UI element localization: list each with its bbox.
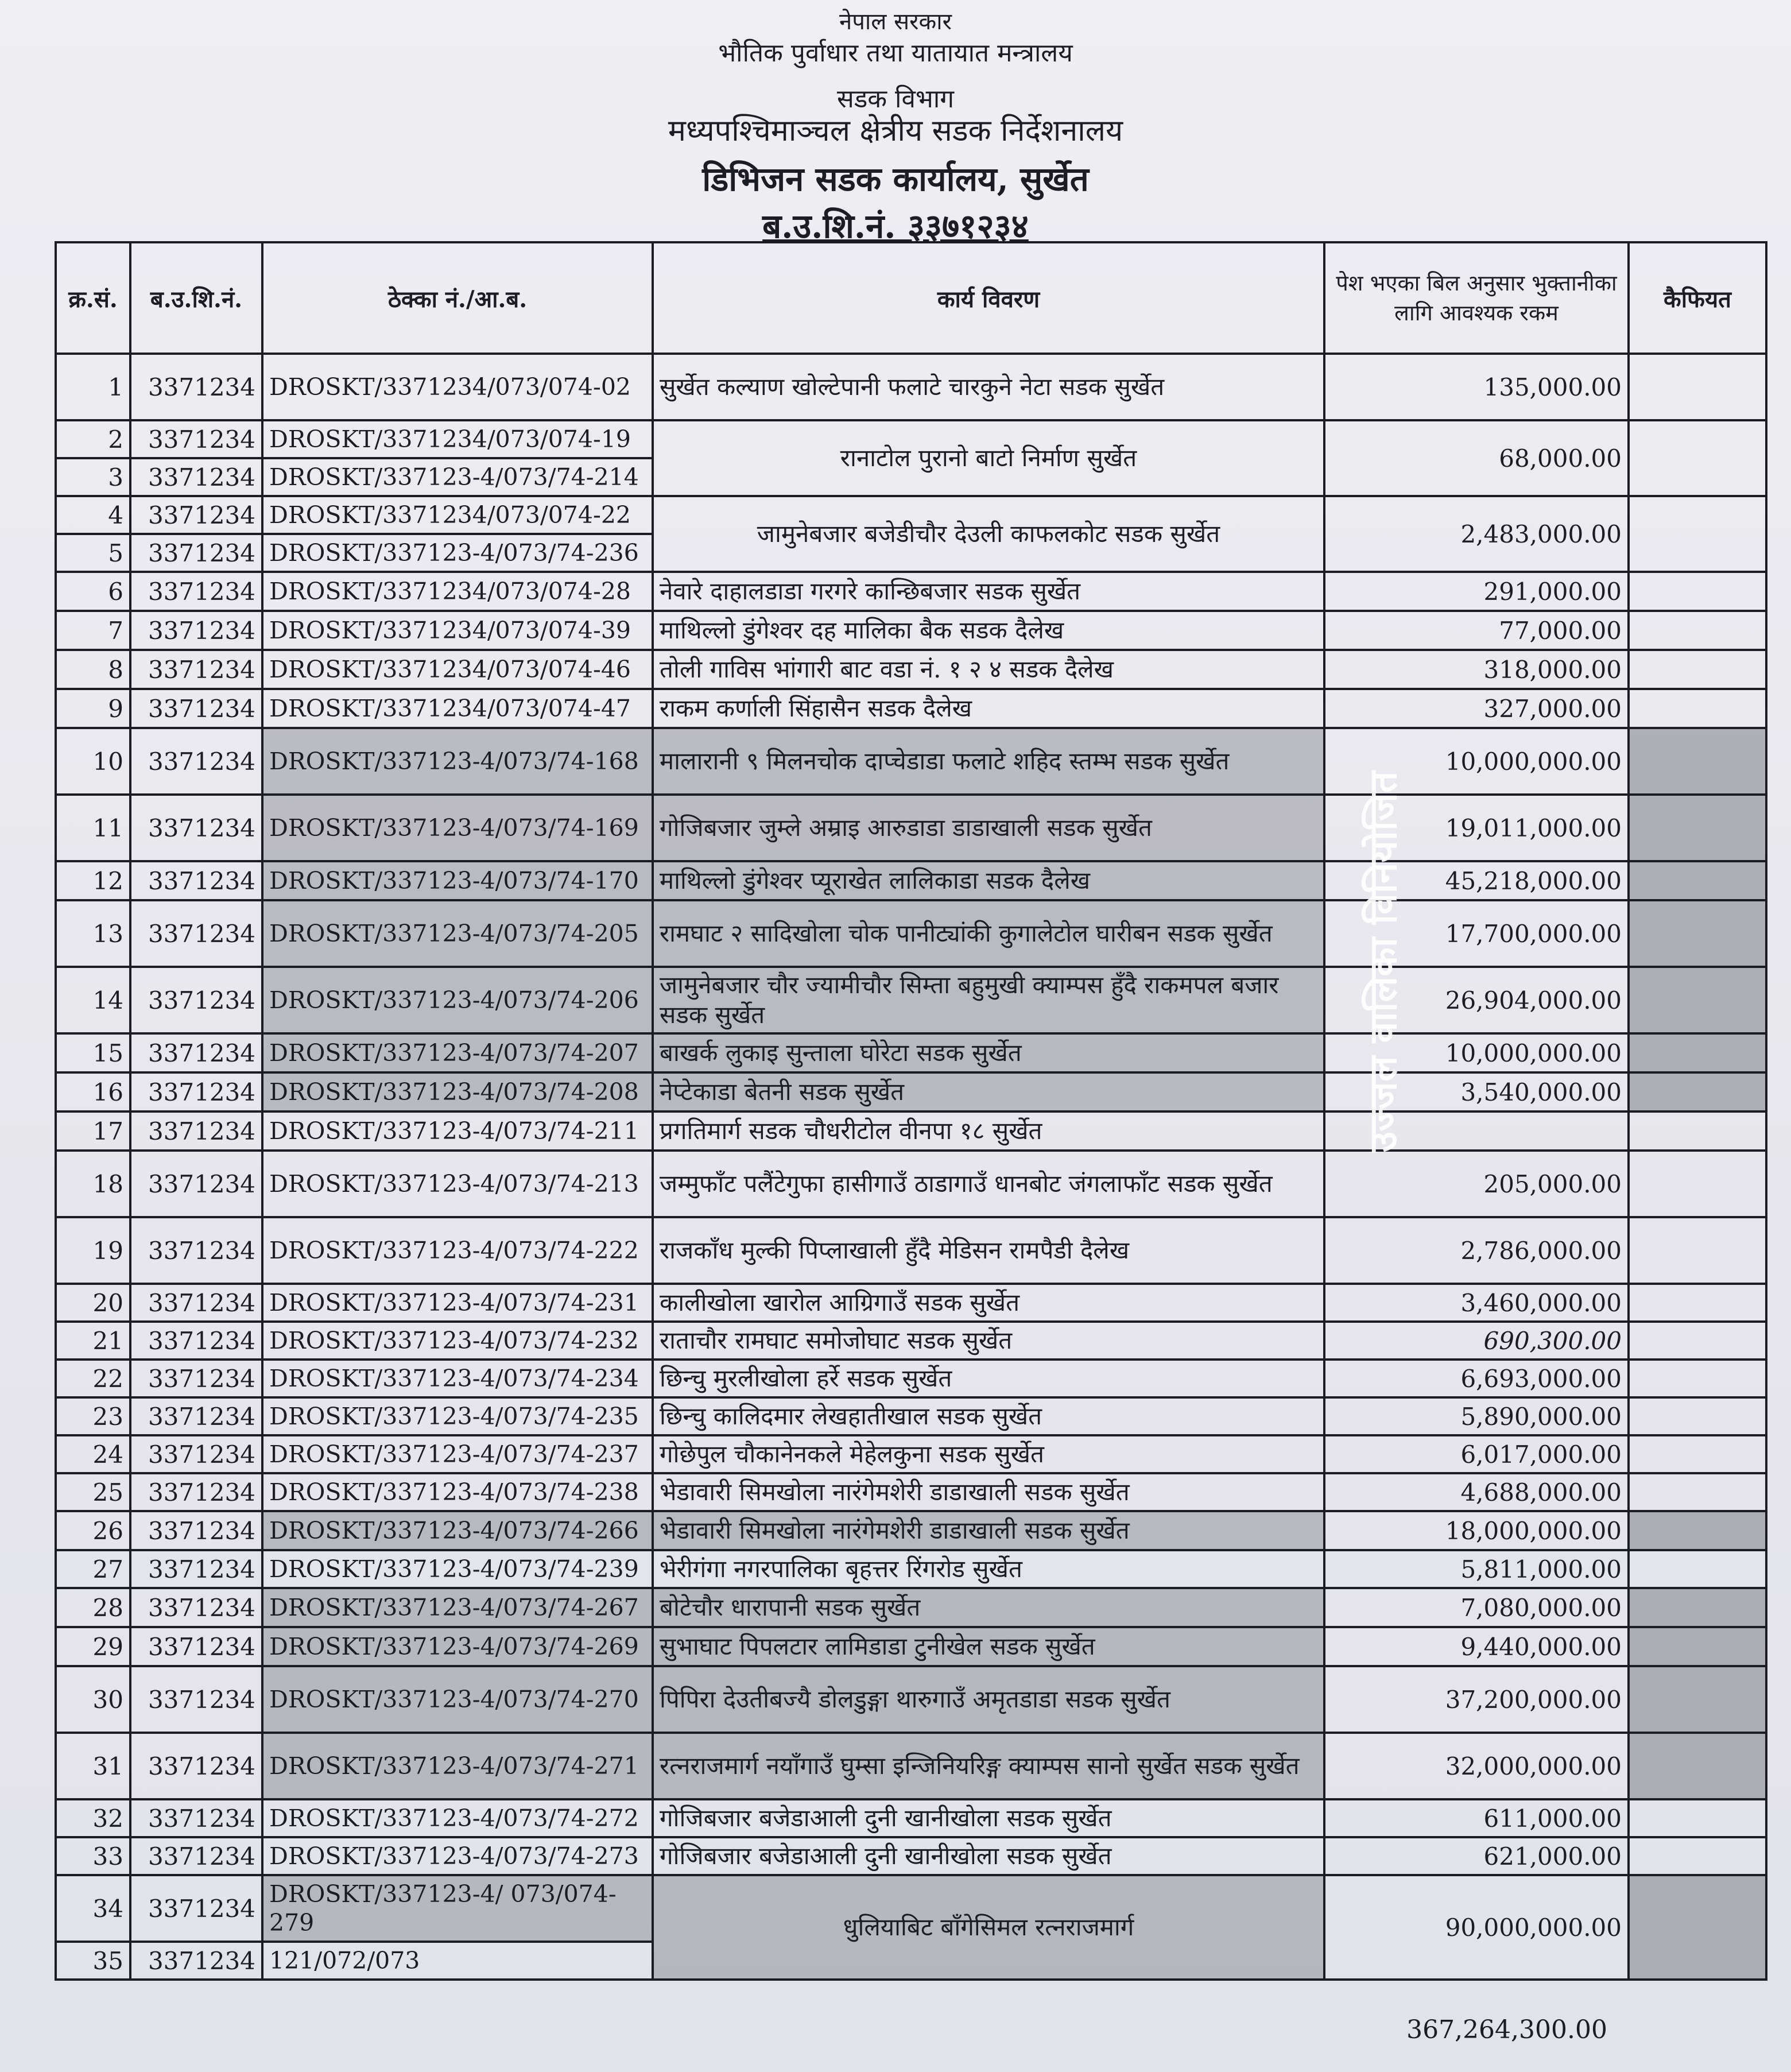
row-code: 3371234: [130, 1473, 262, 1511]
row-sn: 29: [56, 1627, 130, 1666]
row-amount: 4,688,000.00: [1324, 1473, 1629, 1511]
row-description: जामुनेबजार चौर ज्यामीचौर सिम्ता बहुमुखी क्याम्पस हुँदै राकमपल बजार सडक सुर्खेत: [653, 967, 1324, 1033]
row-contract: DROSKT/337123-4/073/74-235: [262, 1397, 653, 1435]
header-ministry: भौतिक पुर्वाधार तथा यातायात मन्त्रालय: [718, 38, 1073, 68]
row-code: 3371234: [130, 1151, 262, 1217]
col-header-amount: पेश भएका बिल अनुसार भुक्तानीका लागि आवश्यक रकम: [1324, 242, 1629, 354]
row-contract: DROSKT/337123-4/073/74-207: [262, 1033, 653, 1072]
row-contract: DROSKT/337123-4/073/74-211: [262, 1111, 653, 1151]
row-code: 3371234: [130, 967, 262, 1033]
row-description: गोजिबजार बजेडाआली दुनी खानीखोला सडक सुर्खेत: [653, 1837, 1324, 1875]
table-row: [56, 650, 1766, 689]
row-contract: DROSKT/3371234/073/074-47: [262, 689, 653, 728]
table-row: [56, 900, 1766, 967]
row-sn: 8: [56, 650, 130, 689]
row-sn: 17: [56, 1111, 130, 1151]
row-code: 3371234: [130, 1322, 262, 1360]
row-sn: 24: [56, 1435, 130, 1473]
row-amount: 3,540,000.00: [1324, 1072, 1629, 1111]
row-description: राताचौर रामघाट समोजोघाट सडक सुर्खेत: [653, 1322, 1324, 1360]
row-description: कालीखोला खारोल आग्रिगाउँ सडक सुर्खेत: [653, 1284, 1324, 1322]
row-sn: 4: [56, 496, 130, 534]
row-contract: DROSKT/3371234/073/074-28: [262, 572, 653, 611]
row-sn: 19: [56, 1217, 130, 1284]
row-contract: DROSKT/337123-4/073/74-237: [262, 1435, 653, 1473]
row-code: 3371234: [130, 458, 262, 496]
row-contract: DROSKT/337123-4/073/74-267: [262, 1588, 653, 1627]
row-sn: 31: [56, 1733, 130, 1799]
row-contract: DROSKT/337123-4/073/74-231: [262, 1284, 653, 1322]
row-remark: [1629, 496, 1766, 572]
row-amount: 5,811,000.00: [1324, 1550, 1629, 1588]
row-code: 3371234: [130, 611, 262, 650]
row-sn: 5: [56, 534, 130, 572]
row-code: 3371234: [130, 1397, 262, 1435]
header-budget-code: ब.उ.शि.नं. ३३७१२३४: [762, 207, 1029, 246]
row-amount: 45,218,000.00: [1324, 861, 1629, 900]
row-sn: 20: [56, 1284, 130, 1322]
row-code: 3371234: [130, 1942, 262, 1980]
col-header-code: ब.उ.शि.नं.: [130, 242, 262, 354]
row-sn: 32: [56, 1799, 130, 1837]
row-code: 3371234: [130, 795, 262, 861]
stamp-text: उज्जल वालिका विनियोजित: [1361, 771, 1405, 1152]
row-remark: [1629, 420, 1766, 496]
payment-table: [55, 241, 1767, 1981]
row-description: मालारानी ९ मिलनचोक दाप्चेडाडा फलाटे शहिद स्तम्भ सडक सुर्खेत: [653, 728, 1324, 795]
row-description: बाखर्क लुकाइ सुन्ताला घोरेटा सडक सुर्खेत: [653, 1033, 1324, 1072]
table-row: [56, 1799, 1766, 1837]
row-sn: 13: [56, 900, 130, 967]
row-description: जम्मुफाँट पलैंटेगुफा हासीगाउँ ठाडागाउँ धानबोट जंगलाफाँट सडक सुर्खेत: [653, 1151, 1324, 1217]
row-amount: 26,904,000.00: [1324, 967, 1629, 1033]
row-description: प्रगतिमार्ग सडक चौधरीटोल वीनपा १८ सुर्खेत: [653, 1111, 1324, 1151]
table-row: [56, 354, 1766, 420]
table-row: [56, 689, 1766, 728]
row-description: छिन्चु मुरलीखोला हर्रे सडक सुर्खेत: [653, 1360, 1324, 1397]
row-remark: [1629, 650, 1766, 689]
col-header-sn: क्र.सं.: [56, 242, 130, 354]
row-code: 3371234: [130, 689, 262, 728]
row-contract: DROSKT/3371234/073/074-39: [262, 611, 653, 650]
table-row: [56, 1217, 1766, 1284]
table-row: [56, 1284, 1766, 1322]
row-amount: 135,000.00: [1324, 354, 1629, 420]
row-description: रानाटोल पुरानो बाटो निर्माण सुर्खेत: [653, 420, 1324, 496]
row-description: सुभाघाट पिपलटार लामिडाडा टुनीखेल सडक सुर्खेत: [653, 1627, 1324, 1666]
row-description: तोली गाविस भांगारी बाट वडा नं. १ २ ४ सडक दैलेख: [653, 650, 1324, 689]
row-amount: 318,000.00: [1324, 650, 1629, 689]
row-code: 3371234: [130, 1875, 262, 1942]
grand-total: 367,264,300.00: [1406, 2015, 1607, 2044]
table-row: [56, 1435, 1766, 1473]
row-sn: 6: [56, 572, 130, 611]
row-amount: 9,440,000.00: [1324, 1627, 1629, 1666]
row-remark: [1629, 354, 1766, 420]
row-remark: [1629, 611, 1766, 650]
table-row: [56, 1322, 1766, 1360]
table-header-row: [56, 242, 1766, 354]
row-sn: 3: [56, 458, 130, 496]
row-code: 3371234: [130, 1799, 262, 1837]
row-remark: [1629, 1473, 1766, 1511]
row-description: भेरीगंगा नगरपालिका बृहत्तर रिंगरोड सुर्खेत: [653, 1550, 1324, 1588]
row-amount: 68,000.00: [1324, 420, 1629, 496]
row-description: रत्नराजमार्ग नयाँगाउँ घुम्सा इन्जिनियरिङ्ग क्याम्पस सानो सुर्खेत सडक सुर्खेत: [653, 1733, 1324, 1799]
row-amount: 7,080,000.00: [1324, 1588, 1629, 1627]
row-contract: DROSKT/337123-4/073/74-269: [262, 1627, 653, 1666]
row-amount: 17,700,000.00: [1324, 900, 1629, 967]
row-remark: [1629, 1360, 1766, 1397]
row-sn: 9: [56, 689, 130, 728]
row-description: माथिल्लो डुंगेश्वर प्यूराखेत लालिकाडा सडक दैलेख: [653, 861, 1324, 900]
row-sn: 1: [56, 354, 130, 420]
table-row: [56, 1397, 1766, 1435]
row-description: राजकाँध मुल्की पिप्लाखाली हुँदै मेडिसन रामपैडी दैलेख: [653, 1217, 1324, 1284]
col-header-contract: ठेक्का नं./आ.ब.: [262, 242, 653, 354]
row-contract: DROSKT/337123-4/073/74-169: [262, 795, 653, 861]
row-remark: [1629, 1111, 1766, 1151]
table-row: [56, 1072, 1766, 1111]
row-sn: 14: [56, 967, 130, 1033]
row-description: गोछेपुल चौकानेनकले मेहेलकुना सडक सुर्खेत: [653, 1435, 1324, 1473]
row-contract: DROSKT/337123-4/073/74-272: [262, 1799, 653, 1837]
row-code: 3371234: [130, 1360, 262, 1397]
row-contract: DROSKT/337123-4/073/74-273: [262, 1837, 653, 1875]
header-office: डिभिजन सडक कार्यालय, सुर्खेत: [702, 160, 1089, 199]
row-sn: 2: [56, 420, 130, 458]
row-remark: [1629, 967, 1766, 1033]
row-amount: 690,300.00: [1324, 1322, 1629, 1360]
row-code: 3371234: [130, 534, 262, 572]
row-contract: DROSKT/3371234/073/074-22: [262, 496, 653, 534]
row-amount: 19,011,000.00: [1324, 795, 1629, 861]
row-amount: 205,000.00: [1324, 1151, 1629, 1217]
row-remark: [1629, 728, 1766, 795]
row-sn: 22: [56, 1360, 130, 1397]
table-row: [56, 1733, 1766, 1799]
row-amount: 2,483,000.00: [1324, 496, 1629, 572]
row-amount: 5,890,000.00: [1324, 1397, 1629, 1435]
row-contract: DROSKT/337123-4/073/74-168: [262, 728, 653, 795]
row-code: 3371234: [130, 1217, 262, 1284]
row-amount: 18,000,000.00: [1324, 1511, 1629, 1550]
row-sn: 28: [56, 1588, 130, 1627]
row-contract: DROSKT/337123-4/073/74-270: [262, 1666, 653, 1733]
row-remark: [1629, 1837, 1766, 1875]
table-row: [56, 1360, 1766, 1397]
row-remark: [1629, 572, 1766, 611]
row-description: माथिल्लो डुंगेश्वर दह मालिका बैक सडक दैलेख: [653, 611, 1324, 650]
row-remark: [1629, 1875, 1766, 1980]
row-remark: [1629, 1588, 1766, 1627]
row-sn: 16: [56, 1072, 130, 1111]
table-row: [56, 1875, 1766, 1942]
row-sn: 33: [56, 1837, 130, 1875]
table-row: [56, 1033, 1766, 1072]
row-remark: [1629, 1284, 1766, 1322]
table-row: [56, 1111, 1766, 1151]
table-row: [56, 1666, 1766, 1733]
row-contract: DROSKT/337123-4/073/74-238: [262, 1473, 653, 1511]
row-contract: DROSKT/3371234/073/074-46: [262, 650, 653, 689]
row-amount: 90,000,000.00: [1324, 1875, 1629, 1980]
row-sn: 18: [56, 1151, 130, 1217]
table-row: [56, 1550, 1766, 1588]
row-description: राकम कर्णाली सिंहासैन सडक दैलेख: [653, 689, 1324, 728]
table-row: [56, 611, 1766, 650]
row-code: 3371234: [130, 900, 262, 967]
row-amount: 3,460,000.00: [1324, 1284, 1629, 1322]
row-contract: DROSKT/3371234/073/074-19: [262, 420, 653, 458]
row-sn: 26: [56, 1511, 130, 1550]
row-code: 3371234: [130, 1435, 262, 1473]
table-row: [56, 795, 1766, 861]
row-remark: [1629, 1799, 1766, 1837]
row-description: भेडावारी सिमखोला नारंगेमशेरी डाडाखाली सडक सुर्खेत: [653, 1511, 1324, 1550]
table-row: [56, 1837, 1766, 1875]
table-row: [56, 1627, 1766, 1666]
row-code: 3371234: [130, 1627, 262, 1666]
row-remark: [1629, 1072, 1766, 1111]
row-amount: 327,000.00: [1324, 689, 1629, 728]
row-remark: [1629, 1733, 1766, 1799]
row-contract: DROSKT/337123-4/073/74-271: [262, 1733, 653, 1799]
row-code: 3371234: [130, 1550, 262, 1588]
row-contract: DROSKT/337123-4/ 073/074-279: [262, 1875, 653, 1942]
header-directorate: मध्यपश्चिमाञ्चल क्षेत्रीय सडक निर्देशनालय: [668, 114, 1123, 148]
row-amount: 77,000.00: [1324, 611, 1629, 650]
row-code: 3371234: [130, 1733, 262, 1799]
row-amount: 611,000.00: [1324, 1799, 1629, 1837]
row-code: 3371234: [130, 420, 262, 458]
row-description: धुलियाबिट बाँगेसिमल रत्नराजमार्ग: [653, 1875, 1324, 1980]
row-contract: DROSKT/337123-4/073/74-239: [262, 1550, 653, 1588]
row-sn: 11: [56, 795, 130, 861]
row-contract: DROSKT/337123-4/073/74-232: [262, 1322, 653, 1360]
row-sn: 27: [56, 1550, 130, 1588]
table-row: [56, 967, 1766, 1033]
row-sn: 34: [56, 1875, 130, 1942]
row-description: पिपिरा देउतीबज्यै डोलडुङ्गा थारुगाउँ अमृतडाडा सडक सुर्खेत: [653, 1666, 1324, 1733]
header-government: नेपाल सरकार: [839, 9, 952, 35]
row-remark: [1629, 1217, 1766, 1284]
table-row: [56, 1473, 1766, 1511]
table-row: [56, 420, 1766, 458]
row-description: नेप्टेकाडा बेतनी सडक सुर्खेत: [653, 1072, 1324, 1111]
row-description: गोजिबजार बजेडाआली दुनी खानीखोला सडक सुर्खेत: [653, 1799, 1324, 1837]
row-sn: 10: [56, 728, 130, 795]
row-amount: 621,000.00: [1324, 1837, 1629, 1875]
row-description: सुर्खेत कल्याण खोल्टेपानी फलाटे चारकुने नेटा सडक सुर्खेत: [653, 354, 1324, 420]
row-description: भेडावारी सिमखोला नारंगेमशेरी डाडाखाली सडक सुर्खेत: [653, 1473, 1324, 1511]
row-description: रामघाट २ सादिखोला चोक पानीट्यांकी कुगालेटोल घारीबन सडक सुर्खेत: [653, 900, 1324, 967]
row-code: 3371234: [130, 354, 262, 420]
row-code: 3371234: [130, 650, 262, 689]
row-sn: 12: [56, 861, 130, 900]
row-description: जामुनेबजार बजेडीचौर देउली काफलकोट सडक सुर्खेत: [653, 496, 1324, 572]
row-contract: DROSKT/337123-4/073/74-236: [262, 534, 653, 572]
row-code: 3371234: [130, 1033, 262, 1072]
row-code: 3371234: [130, 1111, 262, 1151]
row-remark: [1629, 1322, 1766, 1360]
row-contract: DROSKT/337123-4/073/74-214: [262, 458, 653, 496]
row-amount: 10,000,000.00: [1324, 1033, 1629, 1072]
row-amount: 2,786,000.00: [1324, 1217, 1629, 1284]
row-code: 3371234: [130, 496, 262, 534]
row-amount: 6,693,000.00: [1324, 1360, 1629, 1397]
row-code: 3371234: [130, 1588, 262, 1627]
row-remark: [1629, 900, 1766, 967]
table-row: [56, 728, 1766, 795]
row-contract: DROSKT/337123-4/073/74-213: [262, 1151, 653, 1217]
row-contract: DROSKT/3371234/073/074-02: [262, 354, 653, 420]
row-remark: [1629, 1627, 1766, 1666]
table-row: [56, 1511, 1766, 1550]
row-code: 3371234: [130, 1837, 262, 1875]
row-contract: DROSKT/337123-4/073/74-208: [262, 1072, 653, 1111]
row-remark: [1629, 1151, 1766, 1217]
row-remark: [1629, 1511, 1766, 1550]
row-sn: 15: [56, 1033, 130, 1072]
table-body: [56, 354, 1766, 1980]
row-code: 3371234: [130, 1284, 262, 1322]
table-row: [56, 1588, 1766, 1627]
table-row: [56, 1151, 1766, 1217]
row-sn: 30: [56, 1666, 130, 1733]
row-code: 3371234: [130, 1072, 262, 1111]
row-code: 3371234: [130, 1666, 262, 1733]
row-remark: [1629, 861, 1766, 900]
row-contract: DROSKT/337123-4/073/74-222: [262, 1217, 653, 1284]
table-row: [56, 572, 1766, 611]
row-code: 3371234: [130, 861, 262, 900]
row-contract: 121/072/073: [262, 1942, 653, 1980]
row-sn: 21: [56, 1322, 130, 1360]
row-sn: 23: [56, 1397, 130, 1435]
row-description: गोजिबजार जुम्ले अम्राइ आरुडाडा डाडाखाली सडक सुर्खेत: [653, 795, 1324, 861]
row-contract: DROSKT/337123-4/073/74-234: [262, 1360, 653, 1397]
row-remark: [1629, 1435, 1766, 1473]
table-row: [56, 861, 1766, 900]
row-remark: [1629, 1550, 1766, 1588]
row-sn: 7: [56, 611, 130, 650]
table-row: [56, 496, 1766, 534]
row-amount: 6,017,000.00: [1324, 1435, 1629, 1473]
row-amount: 10,000,000.00: [1324, 728, 1629, 795]
col-header-remark: कैफियत: [1629, 242, 1766, 354]
row-contract: DROSKT/337123-4/073/74-266: [262, 1511, 653, 1550]
row-remark: [1629, 1033, 1766, 1072]
row-description: छिन्चु कालिदमार लेखहातीखाल सडक सुर्खेत: [653, 1397, 1324, 1435]
row-code: 3371234: [130, 1511, 262, 1550]
row-contract: DROSKT/337123-4/073/74-170: [262, 861, 653, 900]
row-sn: 35: [56, 1942, 130, 1980]
row-contract: DROSKT/337123-4/073/74-206: [262, 967, 653, 1033]
col-header-desc: कार्य विवरण: [653, 242, 1324, 354]
row-amount: 291,000.00: [1324, 572, 1629, 611]
row-amount: 37,200,000.00: [1324, 1666, 1629, 1733]
row-description: बोटेचौर धारापानी सडक सुर्खेत: [653, 1588, 1324, 1627]
row-contract: DROSKT/337123-4/073/74-205: [262, 900, 653, 967]
header-department: सडक विभाग: [836, 84, 955, 114]
row-code: 3371234: [130, 572, 262, 611]
row-code: 3371234: [130, 728, 262, 795]
row-sn: 25: [56, 1473, 130, 1511]
row-amount: 32,000,000.00: [1324, 1733, 1629, 1799]
row-remark: [1629, 1666, 1766, 1733]
row-description: नेवारे दाहालडाडा गरगरे कान्छिबजार सडक सुर्खेत: [653, 572, 1324, 611]
row-remark: [1629, 795, 1766, 861]
row-remark: [1629, 1397, 1766, 1435]
row-remark: [1629, 689, 1766, 728]
